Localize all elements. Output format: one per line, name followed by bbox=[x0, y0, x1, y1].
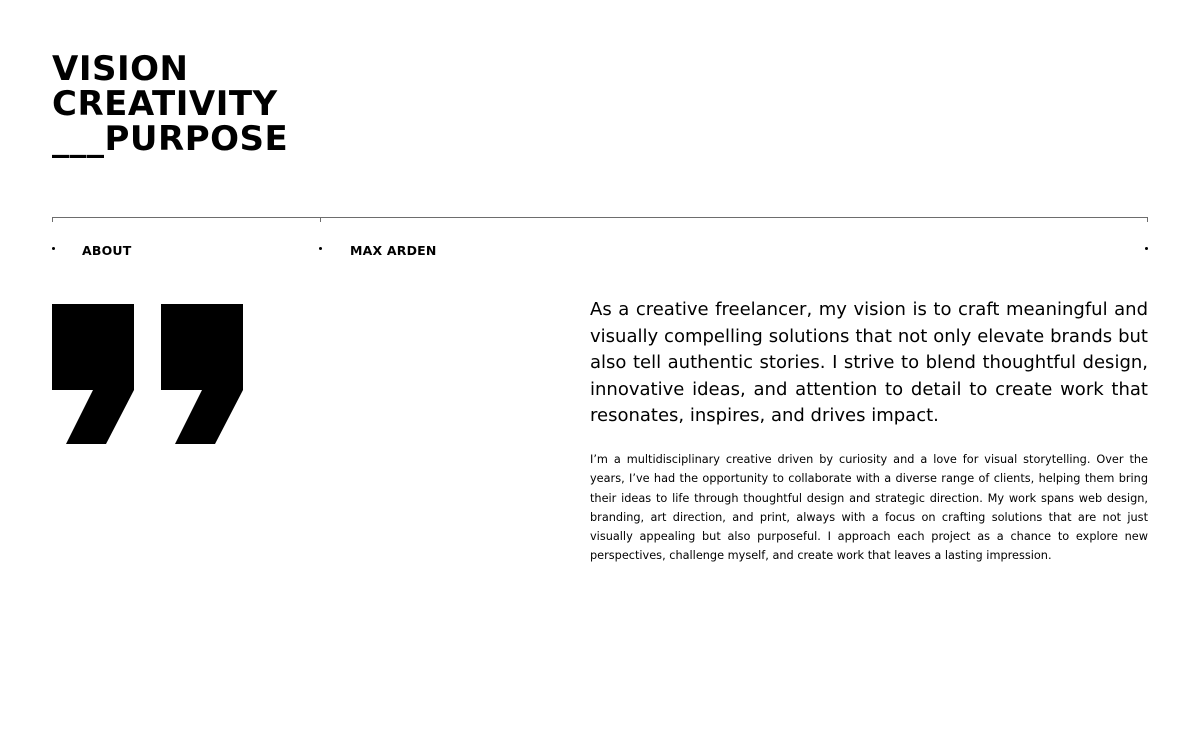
section-label-name: MAX ARDEN bbox=[350, 243, 437, 258]
hero-line-purpose: ___PURPOSE bbox=[52, 119, 289, 159]
hero-line-creativity: CREATIVITY bbox=[52, 84, 278, 124]
divider-tick-right bbox=[1147, 217, 1148, 222]
about-paragraph: I’m a multidisciplinary creative driven by curiosity and a love for visual storytelling. Over the years, I’ve had the opportunity to collaborate with a diverse range of clients, helping them bring their ideas to life through thoughtful design and strategic direction. My work spans web design, branding, art direction, and print, always with a focus on crafting solutions that are not just visually appealing but also purposeful. I approach each project as a chance to explore new perspectives, challenge myself, and create work that leaves a lasting impression. bbox=[590, 453, 1148, 563]
hero-title bbox=[52, 49, 289, 159]
vision-statement: As a creative freelancer, my vision is to craft meaningful and visually compelling solutions that not only elevate brands but also tell authentic stories. I strive to blend thoughtful design, innovative ideas, and attention to detail to create work that resonates, inspires, and drives impact. bbox=[590, 299, 1148, 426]
bullet-dot-name bbox=[319, 247, 322, 250]
bullet-dot-about bbox=[52, 247, 55, 250]
hero-line-vision: VISION bbox=[52, 49, 189, 89]
bullet-dot-right bbox=[1145, 247, 1148, 250]
divider-tick-left bbox=[52, 217, 53, 222]
section-divider bbox=[52, 217, 1148, 218]
closing-quote-icon bbox=[52, 304, 243, 444]
divider-tick-middle bbox=[320, 217, 321, 222]
section-label-about: ABOUT bbox=[82, 243, 132, 258]
